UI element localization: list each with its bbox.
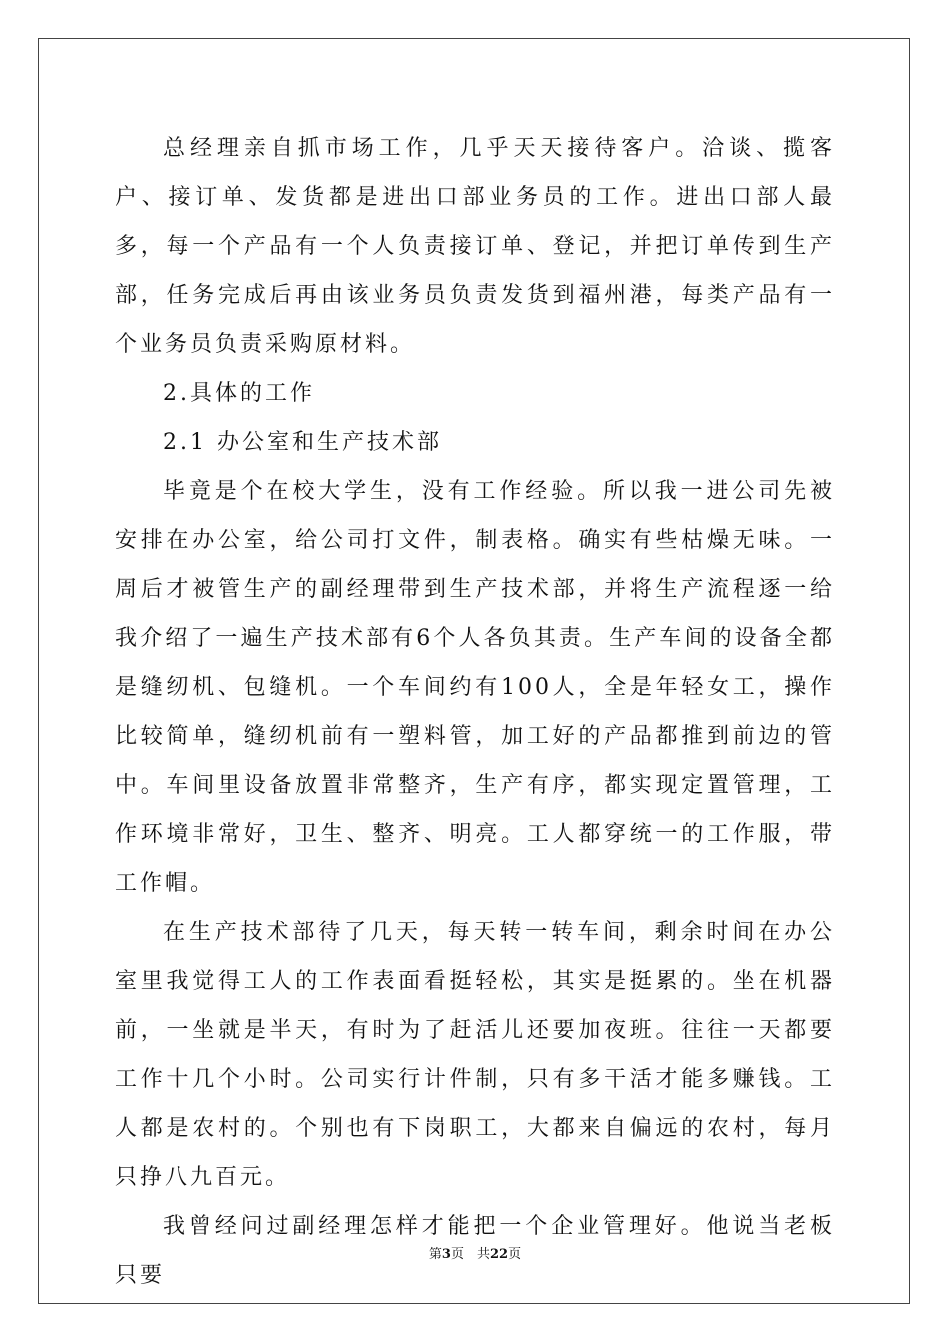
page-number-current: 3 — [441, 1247, 451, 1262]
section-heading-specific-work: 2.具体的工作 — [163, 381, 315, 406]
page-footer — [0, 1243, 950, 1262]
paragraph-manager-question: 我曾经问过副经理怎样才能把一个企业管理好。他说当老板只要 — [115, 1214, 835, 1288]
footer-suffix: 页 — [508, 1247, 522, 1262]
footer-prefix: 第 — [428, 1247, 442, 1262]
paragraph-market-work: 总经理亲自抓市场工作，几乎天天接待客户。洽谈、揽客户、接订单、发货都是进出口部业务员的工作。进出口部人最多，每一个产品有一个人负责接订单、登记，并把订单传到生产部，任务完成后再由该业务员负责发货到福州港，每类产品有一个业务员负责采购原材料。 — [115, 136, 835, 357]
footer-mid: 页 共 — [450, 1247, 490, 1262]
paragraph-workshop-observation: 在生产技术部待了几天，每天转一转车间，剩余时间在办公室里我觉得工人的工作表面看挺轻松，其实是挺累的。坐在机器前，一坐就是半天，有时为了赶活儿还要加夜班。往往一天都要工作十几个小时。公司实行计件制，只有多干活才能多赚钱。工人都是农村的。个别也有下岗职工，大都来自偏远的农村，每月只挣八九百元。 — [115, 920, 835, 1190]
document-body — [115, 124, 835, 1300]
subsection-heading-office: 2.1 办公室和生产技术部 — [163, 430, 442, 455]
paragraph-office-experience: 毕竟是个在校大学生，没有工作经验。所以我一进公司先被安排在办公室，给公司打文件，制表格。确实有些枯燥无味。一周后才被管生产的副经理带到生产技术部，并将生产流程逐一给我介绍了一遍生产技术部有6个人各负其责。生产车间的设备全都是缝纫机、包缝机。一个车间约有100人，全是年轻女工，操作比较简单，缝纫机前有一塑料管，加工好的产品都推到前边的管中。车间里设备放置非常整齐，生产有序，都实现定置管理，工作环境非常好，卫生、整齐、明亮。工人都穿统一的工作服，带工作帽。 — [115, 479, 835, 896]
page-number-total: 22 — [489, 1247, 509, 1262]
